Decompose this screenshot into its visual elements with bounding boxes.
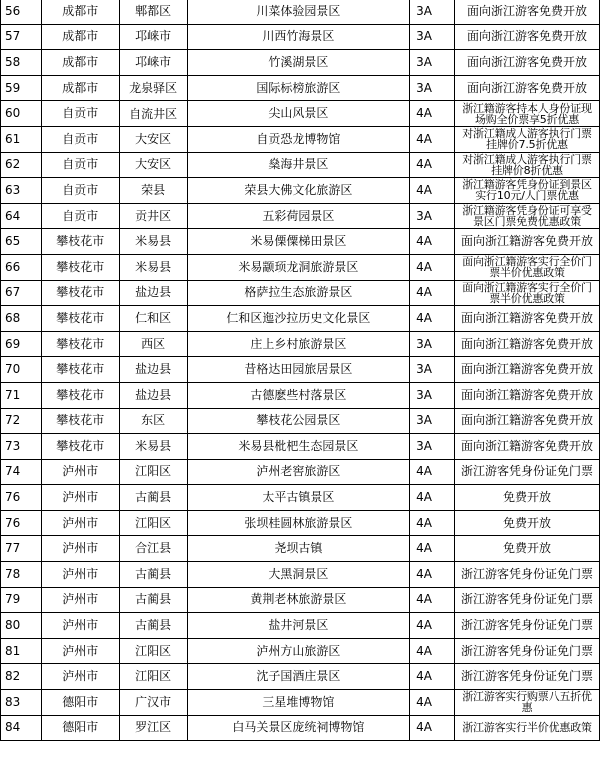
district-cell: 江阳区 (119, 510, 187, 536)
policy-cell: 面向浙江籍游客免费开放 (455, 408, 600, 434)
table-row (1, 0, 600, 24)
scenic-name-cell: 泸州方山旅游区 (187, 638, 410, 664)
scenic-name-cell: 荣县大佛文化旅游区 (187, 178, 410, 204)
district-cell: 盐边县 (119, 280, 187, 306)
row-number: 74 (1, 459, 42, 485)
grade-cell: 4A (410, 562, 455, 588)
district-cell: 古蔺县 (119, 562, 187, 588)
grade-cell: 3A (410, 50, 455, 76)
policy-cell: 浙江籍游客凭身份证到景区实行10元/人门票优惠 (455, 178, 600, 204)
district-cell: 龙泉驿区 (119, 75, 187, 101)
scenic-name-cell: 张坝桂圆林旅游景区 (187, 510, 410, 536)
scenic-name-cell: 格萨拉生态旅游景区 (187, 280, 410, 306)
table-row (1, 126, 600, 152)
policy-cell: 面向浙江籍游客免费开放 (455, 331, 600, 357)
policy-cell: 面向浙江游客免费开放 (455, 0, 600, 24)
policy-cell: 免费开放 (455, 485, 600, 511)
policy-cell: 浙江游客凭身份证免门票 (455, 459, 600, 485)
row-number: 58 (1, 50, 42, 76)
scenic-name-cell: 盐井河景区 (187, 613, 410, 639)
scenic-name-cell: 黄荆老林旅游景区 (187, 587, 410, 613)
scenic-name-cell: 太平古镇景区 (187, 485, 410, 511)
grade-cell: 4A (410, 178, 455, 204)
city-cell: 攀枝花市 (41, 434, 119, 460)
grade-cell: 4A (410, 126, 455, 152)
grade-cell: 4A (410, 510, 455, 536)
district-cell: 荣县 (119, 178, 187, 204)
city-cell: 成都市 (41, 75, 119, 101)
district-cell: 贡井区 (119, 203, 187, 229)
scenic-name-cell: 攀枝花公园景区 (187, 408, 410, 434)
district-cell: 西区 (119, 331, 187, 357)
policy-cell: 浙江游客凭身份证免门票 (455, 664, 600, 690)
city-cell: 攀枝花市 (41, 357, 119, 383)
city-cell: 攀枝花市 (41, 306, 119, 332)
policy-cell: 浙江游客凭身份证免门票 (455, 638, 600, 664)
grade-cell: 4A (410, 690, 455, 716)
grade-cell: 4A (410, 254, 455, 280)
scenic-name-cell: 米易县枇杷生态园景区 (187, 434, 410, 460)
grade-cell: 4A (410, 587, 455, 613)
district-cell: 仁和区 (119, 306, 187, 332)
row-number: 61 (1, 126, 42, 152)
city-cell: 攀枝花市 (41, 229, 119, 255)
grade-cell: 3A (410, 24, 455, 50)
table-row (1, 510, 600, 536)
table-row (1, 280, 600, 306)
table-row (1, 613, 600, 639)
policy-cell: 面向浙江籍游客免费开放 (455, 382, 600, 408)
district-cell: 米易县 (119, 434, 187, 460)
scenic-name-cell: 尧坝古镇 (187, 536, 410, 562)
grade-cell: 4A (410, 638, 455, 664)
scenic-name-cell: 古德麽些村落景区 (187, 382, 410, 408)
row-number: 69 (1, 331, 42, 357)
city-cell: 泸州市 (41, 485, 119, 511)
table-row (1, 75, 600, 101)
table-row (1, 459, 600, 485)
district-cell: 郫都区 (119, 0, 187, 24)
scenic-name-cell: 川西竹海景区 (187, 24, 410, 50)
district-cell: 米易县 (119, 254, 187, 280)
city-cell: 泸州市 (41, 613, 119, 639)
city-cell: 攀枝花市 (41, 331, 119, 357)
table-row (1, 178, 600, 204)
district-cell: 古蔺县 (119, 587, 187, 613)
row-number: 81 (1, 638, 42, 664)
table-row (1, 101, 600, 127)
scenic-name-cell: 昔格达田园旅居景区 (187, 357, 410, 383)
district-cell: 大安区 (119, 152, 187, 178)
row-number: 73 (1, 434, 42, 460)
policy-cell: 免费开放 (455, 510, 600, 536)
city-cell: 成都市 (41, 24, 119, 50)
district-cell: 米易县 (119, 229, 187, 255)
scenic-name-cell: 国际标榜旅游区 (187, 75, 410, 101)
policy-cell: 浙江游客凭身份证免门票 (455, 613, 600, 639)
row-number: 83 (1, 690, 42, 716)
table-row (1, 562, 600, 588)
policy-cell: 面向浙江籍游客免费开放 (455, 357, 600, 383)
city-cell: 攀枝花市 (41, 280, 119, 306)
row-number: 76 (1, 485, 42, 511)
city-cell: 泸州市 (41, 536, 119, 562)
table-row (1, 638, 600, 664)
scenic-name-cell: 米易傈僳梯田景区 (187, 229, 410, 255)
city-cell: 泸州市 (41, 664, 119, 690)
table-row (1, 434, 600, 460)
row-number: 67 (1, 280, 42, 306)
policy-cell: 浙江游客凭身份证免门票 (455, 562, 600, 588)
table-row (1, 690, 600, 716)
scenic-name-cell: 尖山风景区 (187, 101, 410, 127)
scenic-name-cell: 泸州老窖旅游区 (187, 459, 410, 485)
row-number: 80 (1, 613, 42, 639)
scenic-name-cell: 庄上乡村旅游景区 (187, 331, 410, 357)
table-row (1, 664, 600, 690)
scenic-name-cell: 沈子国酒庄景区 (187, 664, 410, 690)
row-number: 72 (1, 408, 42, 434)
row-number: 76 (1, 510, 42, 536)
district-cell: 江阳区 (119, 638, 187, 664)
city-cell: 泸州市 (41, 587, 119, 613)
city-cell: 泸州市 (41, 510, 119, 536)
policy-cell: 面向浙江籍游客免费开放 (455, 434, 600, 460)
scenic-name-cell: 川菜体验园景区 (187, 0, 410, 24)
grade-cell: 3A (410, 0, 455, 24)
scenic-name-cell: 燊海井景区 (187, 152, 410, 178)
row-number: 84 (1, 715, 42, 741)
policy-cell: 免费开放 (455, 536, 600, 562)
city-cell: 泸州市 (41, 459, 119, 485)
city-cell: 自贡市 (41, 203, 119, 229)
row-number: 57 (1, 24, 42, 50)
city-cell: 泸州市 (41, 562, 119, 588)
grade-cell: 3A (410, 357, 455, 383)
table-row (1, 254, 600, 280)
table-row (1, 24, 600, 50)
scenic-name-cell: 自贡恐龙博物馆 (187, 126, 410, 152)
district-cell: 盐边县 (119, 357, 187, 383)
district-cell: 大安区 (119, 126, 187, 152)
row-number: 70 (1, 357, 42, 383)
city-cell: 自贡市 (41, 178, 119, 204)
row-number: 68 (1, 306, 42, 332)
district-cell: 邛崃市 (119, 50, 187, 76)
grade-cell: 4A (410, 485, 455, 511)
grade-cell: 4A (410, 101, 455, 127)
city-cell: 自贡市 (41, 126, 119, 152)
grade-cell: 4A (410, 229, 455, 255)
table-row (1, 152, 600, 178)
table-row (1, 357, 600, 383)
grade-cell: 3A (410, 382, 455, 408)
city-cell: 成都市 (41, 50, 119, 76)
policy-cell: 面向浙江籍游客免费开放 (455, 229, 600, 255)
policy-cell: 面向浙江游客免费开放 (455, 50, 600, 76)
district-cell: 古蔺县 (119, 485, 187, 511)
district-cell: 邛崃市 (119, 24, 187, 50)
row-number: 77 (1, 536, 42, 562)
table-row (1, 203, 600, 229)
policy-cell: 浙江籍游客持本人身份证现场购全价票享5折优惠 (455, 101, 600, 127)
district-cell: 罗江区 (119, 715, 187, 741)
grade-cell: 3A (410, 434, 455, 460)
scenic-name-cell: 白马关景区庞统祠博物馆 (187, 715, 410, 741)
grade-cell: 3A (410, 203, 455, 229)
table-row (1, 50, 600, 76)
table-row (1, 382, 600, 408)
policy-cell: 面向浙江籍游客实行全价门票半价优惠政策 (455, 254, 600, 280)
policy-cell: 对浙江籍成人游客执行门票挂牌价8折优惠 (455, 152, 600, 178)
district-cell: 自流井区 (119, 101, 187, 127)
district-cell: 东区 (119, 408, 187, 434)
grade-cell: 4A (410, 664, 455, 690)
row-number: 56 (1, 0, 42, 24)
scenic-name-cell: 仁和区迤沙拉历史文化景区 (187, 306, 410, 332)
table-row (1, 408, 600, 434)
grade-cell: 4A (410, 536, 455, 562)
city-cell: 泸州市 (41, 638, 119, 664)
grade-cell: 4A (410, 306, 455, 332)
row-number: 82 (1, 664, 42, 690)
city-cell: 自贡市 (41, 101, 119, 127)
table-body (1, 0, 600, 741)
district-cell: 江阳区 (119, 664, 187, 690)
district-cell: 广汉市 (119, 690, 187, 716)
row-number: 59 (1, 75, 42, 101)
district-cell: 盐边县 (119, 382, 187, 408)
policy-cell: 浙江籍游客凭身份证可享受景区门票免费优惠政策 (455, 203, 600, 229)
table-row (1, 485, 600, 511)
table-row (1, 536, 600, 562)
grade-cell: 3A (410, 75, 455, 101)
scenic-name-cell: 大黑洞景区 (187, 562, 410, 588)
row-number: 66 (1, 254, 42, 280)
row-number: 62 (1, 152, 42, 178)
table-row (1, 331, 600, 357)
city-cell: 攀枝花市 (41, 408, 119, 434)
row-number: 79 (1, 587, 42, 613)
row-number: 65 (1, 229, 42, 255)
row-number: 63 (1, 178, 42, 204)
city-cell: 攀枝花市 (41, 254, 119, 280)
policy-cell: 浙江游客实行购票八五折优惠 (455, 690, 600, 716)
district-cell: 江阳区 (119, 459, 187, 485)
scenic-name-cell: 米易颛顼龙洞旅游景区 (187, 254, 410, 280)
row-number: 71 (1, 382, 42, 408)
policy-cell: 对浙江籍成人游客执行门票挂牌价7.5折优惠 (455, 126, 600, 152)
row-number: 78 (1, 562, 42, 588)
policy-cell: 面向浙江籍游客免费开放 (455, 306, 600, 332)
city-cell: 自贡市 (41, 152, 119, 178)
scenic-name-cell: 竹溪湖景区 (187, 50, 410, 76)
city-cell: 德阳市 (41, 690, 119, 716)
policy-cell: 面向浙江籍游客实行全价门票半价优惠政策 (455, 280, 600, 306)
grade-cell: 4A (410, 715, 455, 741)
table-row (1, 715, 600, 741)
grade-cell: 4A (410, 459, 455, 485)
district-cell: 古蔺县 (119, 613, 187, 639)
city-cell: 攀枝花市 (41, 382, 119, 408)
policy-cell: 浙江游客凭身份证免门票 (455, 587, 600, 613)
policy-cell: 面向浙江游客免费开放 (455, 24, 600, 50)
scenic-name-cell: 五彩荷园景区 (187, 203, 410, 229)
table-row (1, 229, 600, 255)
policy-cell: 面向浙江游客免费开放 (455, 75, 600, 101)
grade-cell: 4A (410, 280, 455, 306)
table-row (1, 587, 600, 613)
table-row (1, 306, 600, 332)
city-cell: 德阳市 (41, 715, 119, 741)
district-cell: 合江县 (119, 536, 187, 562)
policy-cell: 浙江游客实行半价优惠政策 (455, 715, 600, 741)
grade-cell: 4A (410, 613, 455, 639)
scenic-name-cell: 三星堆博物馆 (187, 690, 410, 716)
grade-cell: 4A (410, 152, 455, 178)
grade-cell: 3A (410, 331, 455, 357)
grade-cell: 3A (410, 408, 455, 434)
row-number: 64 (1, 203, 42, 229)
row-number: 60 (1, 101, 42, 127)
city-cell: 成都市 (41, 0, 119, 24)
